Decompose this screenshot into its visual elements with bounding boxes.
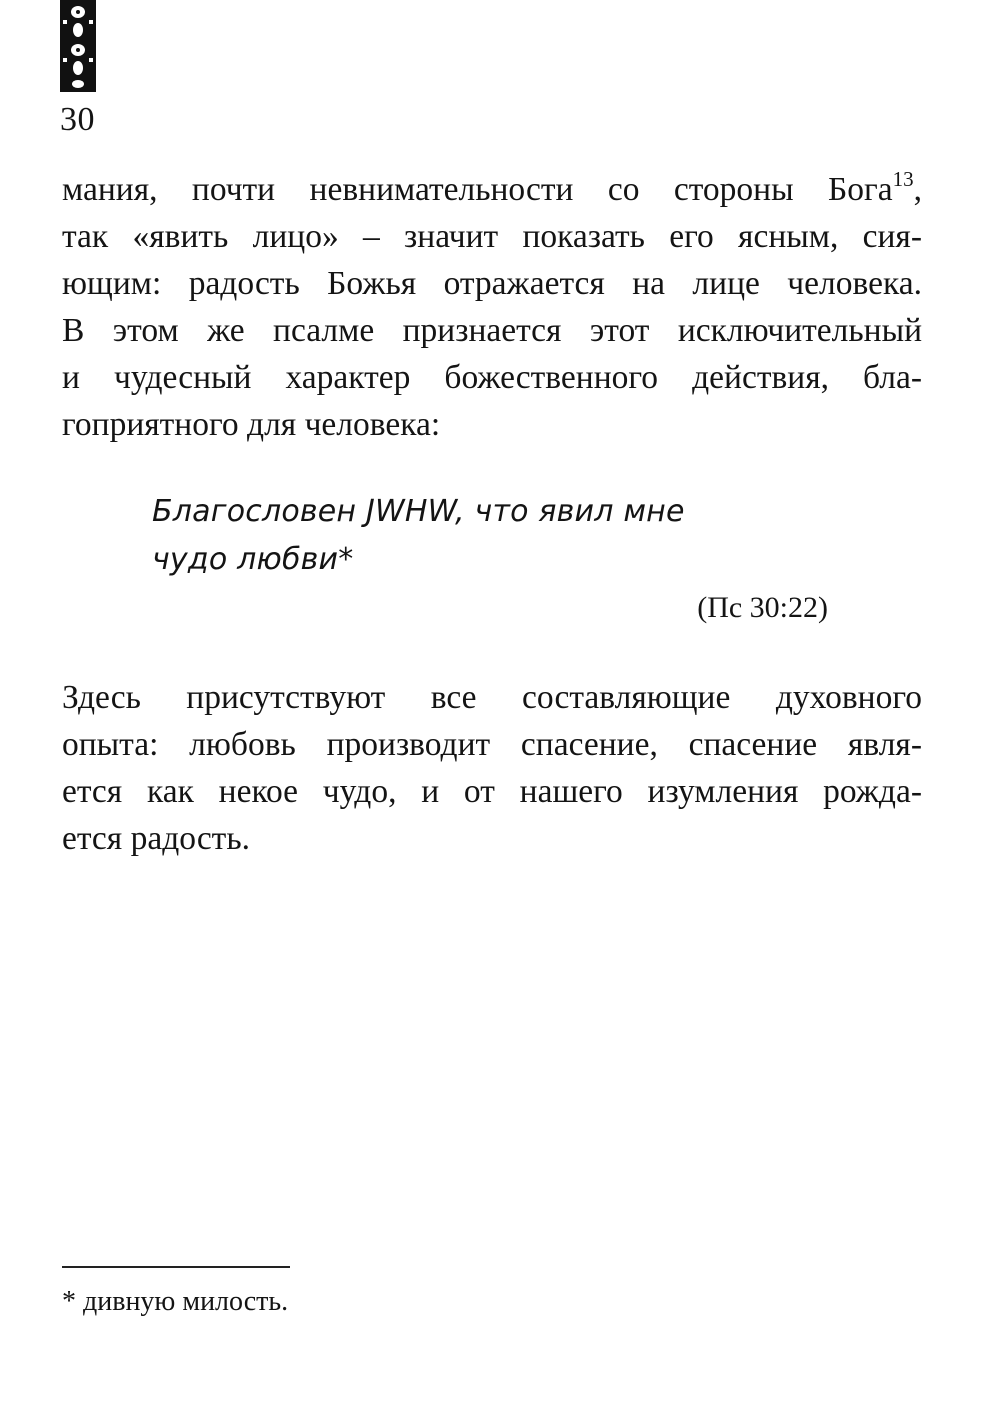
paragraph-1-line-3: ющим: радость Божья отражается на лице человека.	[62, 265, 922, 302]
paragraph-2	[62, 674, 922, 862]
page-number: 30	[60, 101, 95, 138]
paragraph-1-line-1	[62, 166, 922, 213]
paragraph-1	[62, 166, 922, 448]
paragraph-1-line-1-text: мания, почти невнимательности со стороны Бога	[62, 171, 893, 208]
decorative-ornament-icon	[60, 0, 96, 92]
paragraph-2-line-3: ется как некое чудо, и от нашего изумления рожда-	[62, 773, 922, 810]
quote-line-2: чудо любви*	[152, 542, 354, 577]
quote-line-1: Благословен JWHW, что явил мне	[152, 494, 685, 529]
paragraph-1-line-2: так «явить лицо» – значит показать его ясным, сия-	[62, 218, 922, 255]
paragraph-2-line-1: Здесь присутствуют все составляющие духовного	[62, 679, 922, 716]
footnote-divider	[62, 1266, 290, 1268]
quote-citation: (Пс 30:22)	[697, 591, 828, 624]
paragraph-1-line-5: и чудесный характер божественного действия, бла-	[62, 359, 922, 396]
psalm-quote	[152, 488, 685, 584]
paragraph-2-line-2: опыта: любовь производит спасение, спасение явля-	[62, 726, 922, 763]
paragraph-1-line-4: В этом же псалме признается этот исключительный	[62, 312, 922, 349]
paragraph-1-line-1-tail: ,	[913, 171, 922, 208]
paragraph-1-line-6: гоприятного для человека:	[62, 406, 441, 443]
footnote: * дивную милость.	[62, 1286, 289, 1317]
footnote-reference[interactable]: 13	[892, 166, 914, 191]
paragraph-2-line-4: ется радость.	[62, 820, 250, 857]
